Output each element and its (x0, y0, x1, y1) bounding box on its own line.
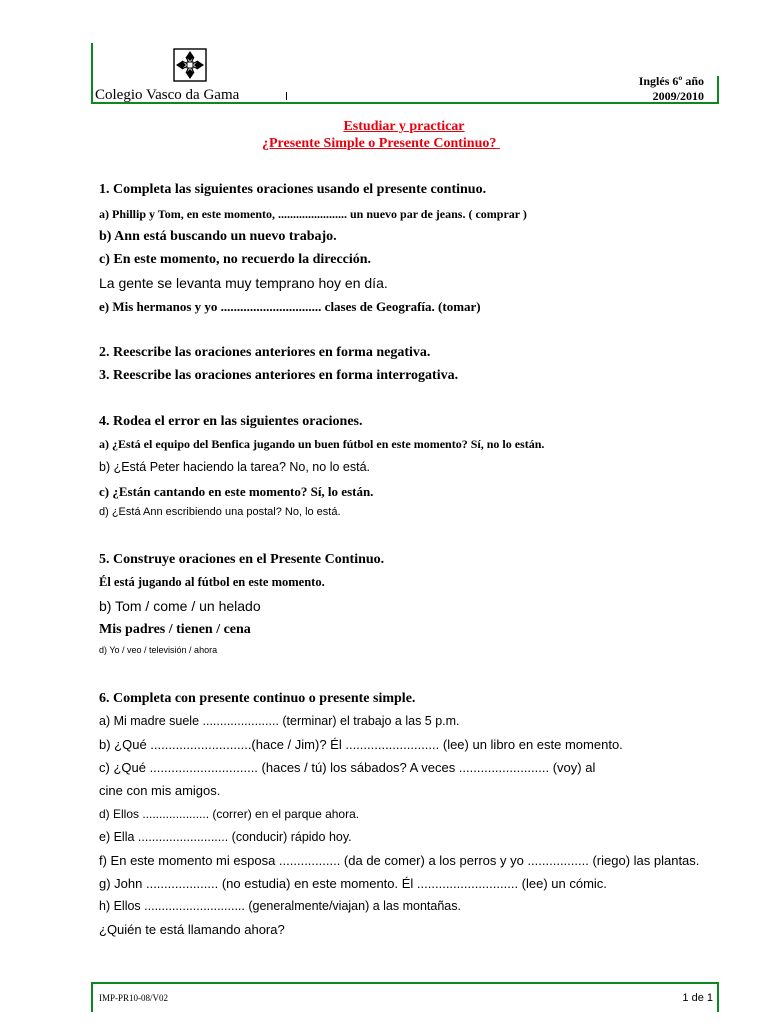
s1-item-d: La gente se levanta muy temprano hoy en día. (99, 275, 388, 291)
section-1-heading: 1. Completa las siguientes oraciones usando el presente continuo. (99, 182, 487, 197)
page-number: 1 de 1 (682, 992, 713, 1004)
s6-item-c-line2: cine con mis amigos. (99, 783, 221, 798)
s6-item-a: a) Mi madre suele ...................... (terminar) el trabajo a las 5 p.m. (99, 714, 460, 728)
s6-item-c-line1: c) ¿Qué .............................. (haces / tú) los sábados? A veces ......................... (voy) al (99, 760, 596, 775)
header-right-border (717, 76, 719, 104)
page-subtitle-underline (496, 136, 526, 152)
school-logo-icon (173, 48, 207, 82)
s4-item-c: c) ¿Están cantando en este momento? Sí, lo están. (99, 484, 374, 499)
s6-item-d: d) Ellos .................... (correr) en el parque ahora. (99, 807, 360, 821)
s6-item-i: ¿Quién te está llamando ahora? (99, 922, 285, 937)
page-title: Estudiar y practicar (343, 119, 465, 134)
footer-left-border (91, 982, 93, 1012)
s4-item-a: a) ¿Está el equipo del Benfica jugando un buen fútbol en este momento? Sí, no lo están. (99, 437, 545, 451)
section-3-heading: 3. Reescribe las oraciones anteriores en forma interrogativa. (99, 368, 459, 383)
s4-item-d: d) ¿Está Ann escribiendo una postal? No, lo está. (99, 506, 341, 518)
s1-item-c: c) En este momento, no recuerdo la dirección. (99, 252, 372, 267)
footer-right-border (717, 982, 719, 1012)
s6-item-e: e) Ella .......................... (conducir) rápido hoy. (99, 830, 352, 844)
s5-item-d: d) Yo / veo / televisión / ahora (99, 645, 218, 655)
subject: Inglés 6º año (638, 74, 704, 88)
section-6-heading: 6. Completa con presente continuo o presente simple. (99, 691, 416, 706)
s5-item-c: Mis padres / tienen / cena (99, 622, 251, 637)
s4-item-b: b) ¿Está Peter haciendo la tarea? No, no lo está. (99, 460, 370, 474)
s1-item-b: b) Ann está buscando un nuevo trabajo. (99, 229, 337, 244)
s6-item-h: h) Ellos ............................. (generalmente/viajan) a las montañas. (99, 899, 461, 913)
s6-item-g: g) John .................... (no estudia) en este momento. Él ............................ (lee) un cómic. (99, 876, 607, 891)
section-2-heading: 2. Reescribe las oraciones anteriores en forma negativa. (99, 345, 431, 360)
school-year: 2009/2010 (652, 89, 704, 103)
page-subtitle-text: ¿Presente Simple o Presente Continuo? (262, 136, 497, 151)
school-name: Colegio Vasco da Gama (95, 87, 240, 103)
footer-top-border (91, 982, 719, 984)
page-subtitle (262, 136, 526, 152)
school-name-tick (286, 92, 287, 100)
header-left-border (91, 43, 93, 103)
s5-item-a: Él está jugando al fútbol en este momento. (99, 575, 325, 589)
s6-item-b: b) ¿Qué ............................(hace / Jim)? Él .......................... (lee) un libro en este momento. (99, 737, 623, 752)
section-4-heading: 4. Rodea el error en las siguientes oraciones. (99, 414, 363, 429)
s1-item-a: a) Phillip y Tom, en este momento, ....................... un nuevo par de jeans. ( comprar ) (99, 207, 527, 221)
section-5-heading: 5. Construye oraciones en el Presente Continuo. (99, 552, 385, 567)
s6-item-f: f) En este momento mi esposa ................. (da de comer) a los perros y yo ................. (riego) las plantas. (99, 853, 700, 868)
s5-item-b: b) Tom / come / un helado (99, 598, 261, 614)
s1-item-e: e) Mis hermanos y yo ............................... clases de Geografía. (tomar) (99, 299, 481, 314)
document-code: IMP-PR10-08/V02 (99, 993, 169, 1003)
